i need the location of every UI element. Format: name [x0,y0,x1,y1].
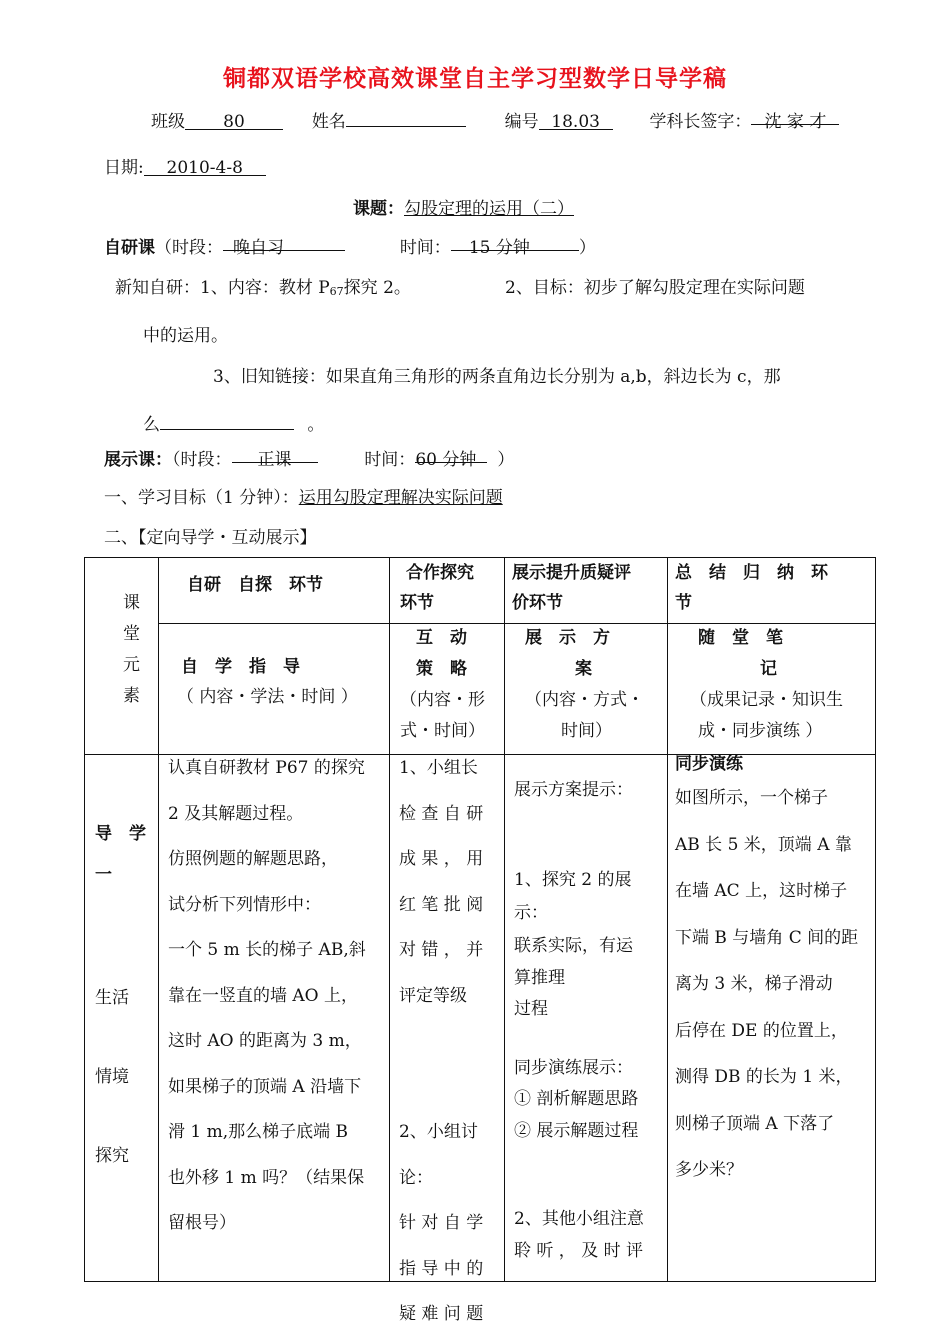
number-value: 18.03 [551,112,600,132]
strategy-line: 指 导 中 的 [399,1258,484,1279]
topic-label: 课题： [353,199,404,219]
subheader-cell-3 [505,624,668,755]
page-title: 铜都双语学校高效课堂自主学习型数学日导学稿 [223,65,727,92]
subheader-strategy-2: 策 略 [416,659,467,679]
row-label-explore: 探究 [95,1146,129,1166]
self-study-period-field[interactable] [223,233,345,258]
row-header-char-1: 课 [123,593,140,613]
row-label-guide: 导 学 [95,824,146,844]
content-cell-3 [505,755,668,1282]
strategy-line: 论： [399,1167,433,1188]
item3-blank[interactable] [160,412,294,430]
subheader-cell-2 [390,624,505,755]
display-plan-line: 1、探究 2 的展 [514,870,632,890]
lesson-table [84,557,876,1324]
subheader-notes-1: 随 堂 笔 [698,628,783,648]
name-label: 姓名 [311,112,346,132]
display-plan-line: 2、其他小组注意 [514,1209,644,1229]
self-study-item1 [115,273,411,298]
item3-cont-b: 。 [307,415,325,435]
self-guide-line: 滑 1 m,那么梯子底端 B [168,1122,349,1142]
display-plan-line: 联系实际，有运 [514,936,633,956]
display-period-field[interactable] [232,445,318,470]
practice-line: 下端 B 与墙角 C 间的距 [675,927,859,948]
content-cell-4 [668,755,876,1282]
display-line [104,445,514,470]
date-label: 日期: [104,158,144,178]
self-study-period-label: （时段： [155,238,223,258]
subheader-strategy-3: （内容・形 [400,690,485,710]
header-display-1: 展示提升质疑评 [512,563,631,583]
practice-line: 测得 DB 的长为 1 米， [675,1067,853,1087]
header-display-2: 价环节 [512,593,563,613]
subheader-plan-1: 展 示 方 [525,628,610,648]
date-line [104,153,266,178]
self-study-item3-cont [143,410,324,435]
display-period-label: （时段： [172,450,232,470]
subheader-notes-4: 成・同步演练 ） [698,721,823,741]
topic-value: 勾股定理的运用（二） [404,199,574,219]
practice-line: AB 长 5 米，顶端 A 靠 [675,834,852,855]
signer-value: 沈 家 才 [764,112,827,132]
header-cell-4 [668,558,876,624]
display-plan-line: 同步演练展示： [514,1058,633,1078]
practice-line: 多少米？ [675,1160,743,1180]
header-cell-2 [390,558,505,624]
date-field[interactable] [144,158,266,176]
subheader-cell-1 [159,624,390,755]
subheader-self-guide: 自 学 指 导 [181,657,300,677]
display-close: ） [497,450,515,470]
item1-text: 新知自研：1、内容：教材 P [115,278,330,298]
number-field[interactable] [539,112,613,130]
header-summary-2: 节 [675,593,692,613]
signer-label: 学科长签字： [649,112,752,132]
self-study-item2: 2、目标：初步了解勾股定理在实际问题 [505,278,805,298]
class-value: 80 [223,112,245,132]
header-summary-1: 总 结 归 纳 环 [675,563,828,583]
self-guide-line: 也外移 1 m 吗？（结果保 [168,1167,365,1188]
self-guide-line: 靠在一竖直的墙 AO 上， [168,985,359,1006]
display-time-field[interactable] [415,445,487,470]
self-guide-line: 如果梯子的顶端 A 沿墙下 [168,1076,362,1097]
row-header-cell [85,558,159,755]
class-field[interactable] [185,112,283,130]
section2-heading: 二、【定向导学・互动展示】 [104,528,317,548]
display-label: 展示课： [104,450,172,470]
header-cooperate-1: 合作探究 [406,563,474,583]
subheader-plan-3: （内容・方式・ [525,690,644,710]
row-header-char-3: 元 [123,655,140,675]
subheader-plan-2: 案 [575,659,592,679]
self-study-label: 自研课 [104,238,155,258]
display-plan-line: ② 展示解题过程 [514,1121,639,1141]
display-time-value: 60 分钟 [415,450,477,470]
row-label-life: 生活 [95,988,129,1008]
item1-sub: 67 [329,285,344,298]
item3-cont-a: 么 [143,415,160,435]
header-self-study: 自研 自探 环节 [187,575,323,595]
practice-line: 则梯子顶端 A 下落了 [675,1113,835,1134]
display-period-value: 正课 [257,450,292,470]
strategy-line: 检 查 自 研 [399,803,484,824]
subheader-self-guide-sub: （ 内容・学法・时间 ） [177,687,358,707]
self-study-time-value: 15 分钟 [468,238,530,258]
self-study-close: ） [578,238,596,258]
goal-value: 运用勾股定理解决实际问题 [298,488,503,508]
strategy-line: 红 笔 批 阅 [399,894,484,915]
self-study-item2-cont: 中的运用。 [143,326,228,346]
self-guide-line: 留根号） [168,1213,236,1233]
self-guide-line: 仿照例题的解题思路， [168,849,338,869]
header-cell-3 [505,558,668,624]
row-header-char-4: 素 [123,686,140,706]
row-header-char-2: 堂 [123,624,140,644]
subheader-plan-4: 时间） [561,721,612,741]
topic-line [353,194,574,219]
subheader-strategy-4: 式・时间） [400,721,485,741]
practice-line: 在墙 AC 上，这时梯子 [675,881,848,901]
display-plan-line: ① 剖析解题思路 [514,1089,639,1109]
practice-title: 同步演练 [675,754,743,774]
date-value: 2010-4-8 [166,158,243,178]
strategy-line: 评定等级 [399,985,467,1006]
class-label: 班级 [151,112,185,132]
subheader-notes-3: （成果记录・知识生 [690,690,843,710]
self-study-time-field[interactable] [451,233,579,258]
content-cell-1 [159,755,390,1282]
row-label-one: 一 [95,865,112,885]
display-plan-line: 展示方案提示： [514,780,633,800]
content-cell-2 [390,755,505,1324]
subheader-cell-4 [668,624,876,755]
self-guide-line: 试分析下列情形中： [168,894,321,915]
strategy-line: 2、小组讨 [399,1122,478,1142]
header-cell-1 [159,558,390,624]
self-study-period-value: 晚自习 [233,238,284,258]
name-field[interactable] [346,109,466,127]
strategy-line: 成 果 ， 用 [399,849,484,869]
practice-line: 离为 3 米，梯子滑动 [675,974,833,994]
goal-line [104,483,503,508]
self-guide-line: 2 及其解题过程。 [168,803,304,824]
item1-tail: 探究 2。 [343,278,411,298]
self-study-item3: 3、旧知链接：如果直角三角形的两条直角边长分别为 a,b，斜边长为 c，那 [213,367,781,387]
strategy-line: 1、小组长 [399,758,478,778]
self-guide-line: 一个 5 m 长的梯子 AB,斜 [168,940,366,960]
practice-line: 后停在 DE 的位置上， [675,1020,848,1041]
strategy-line: 针 对 自 学 [399,1213,484,1233]
subheader-notes-2: 记 [760,659,777,679]
signer-field[interactable] [751,107,839,132]
display-plan-line: 算推理 [514,968,565,988]
practice-line: 如图所示，一个梯子 [675,788,828,808]
self-study-time-label: 时间： [399,238,451,258]
goal-label: 一、学习目标（1 分钟）： [104,488,299,508]
display-plan-line: 聆 听 ， 及 时 评 [514,1241,644,1261]
display-plan-line: 示： [514,903,548,923]
self-study-line [104,233,596,258]
display-plan-line: 过程 [514,999,548,1019]
display-time-label: 时间： [364,450,416,470]
header-cooperate-2: 环节 [400,593,434,613]
row-label-cell [85,755,159,1282]
header-line [151,107,839,132]
self-guide-line: 认真自研教材 P67 的探究 [168,758,365,778]
subheader-strategy-1: 互 动 [416,628,467,648]
strategy-line: 对 错 ， 并 [399,940,484,960]
self-guide-line: 这时 AO 的距离为 3 m， [168,1031,362,1051]
number-label: 编号 [504,112,539,132]
strategy-line: 疑 难 问 题 [399,1304,484,1324]
row-label-context: 情境 [95,1067,129,1087]
